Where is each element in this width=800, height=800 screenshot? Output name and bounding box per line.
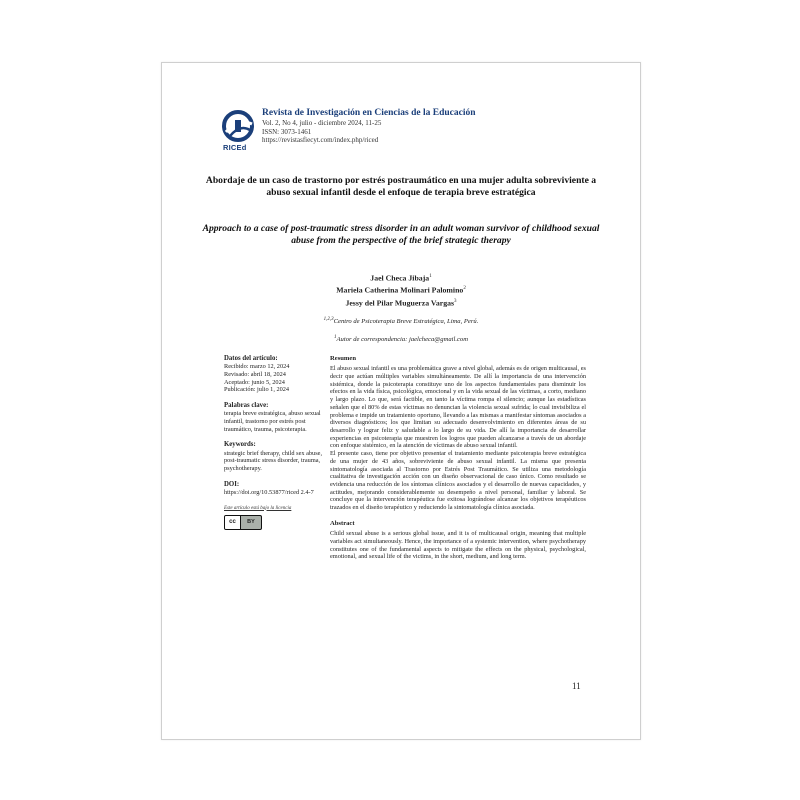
article-sidebar (224, 355, 330, 538)
keywords-es-section (224, 402, 330, 433)
keywords-en-heading: Keywords: (224, 441, 256, 449)
paper-page (161, 62, 641, 740)
author-name: Mariela Catherina Molinari Palomino (336, 285, 464, 295)
abstract-heading: Abstract (330, 519, 355, 527)
doi-section (224, 481, 330, 497)
doi-heading: DOI: (224, 480, 240, 488)
main-column (330, 355, 586, 561)
page-number: 11 (572, 681, 581, 691)
published-date: Publicación: julio 1, 2024 (224, 386, 290, 394)
journal-info (262, 108, 476, 145)
title-english: Approach to a case of post-traumatic stress disorder in an adult woman survivor of childhood sexual abuse from the perspective of the brief strategic therapy (202, 223, 600, 247)
title-spanish: Abordaje de un caso de trastorno por estrés postraumático en una mujer adulta sobreviviente a abuso sexual infantil desde el enfoque de terapia breve estratégica (205, 175, 597, 199)
accepted-date: Aceptado: junio 5, 2024 (224, 378, 285, 386)
cc-icon: cc (225, 516, 241, 529)
author-1 (202, 272, 600, 284)
journal-issn: ISSN: 3073-1461 (262, 127, 312, 136)
article-data-heading: Datos del artículo: (224, 355, 278, 362)
abstract-paragraph-1: Child sexual abuse is a serious global issue, and it is of multicausal origin, meaning that multiple variables act simultaneously. Hence, the importance of a systemic intervention, where psychotherapy constitutes one of the fundamental aspects to mitigate the effects on the physical, psychological, emotional, and sexual life of the victims, in the short, medium, and long term. (330, 530, 586, 561)
correspondence-sup: 1 (334, 335, 337, 340)
author-2 (202, 284, 600, 296)
journal-url[interactable]: https://revistasfiecyt.com/index.php/riced (262, 136, 379, 145)
cc-license-badge[interactable] (224, 515, 262, 530)
keywords-en-section (224, 441, 330, 472)
by-icon: BY (247, 518, 255, 525)
doi-link[interactable]: https://doi.org/10.53877/riced 2.4-7 (224, 488, 314, 496)
received-date: Recibido: marzo 12, 2024 (224, 363, 290, 371)
author-list (202, 272, 600, 309)
author-sup: 2 (463, 286, 466, 292)
journal-header (220, 108, 620, 158)
resumen-heading: Resumen (330, 355, 357, 362)
author-sup: 3 (454, 298, 457, 304)
license-note[interactable]: Este artículo está bajo la licencia (224, 505, 292, 511)
author-3 (202, 297, 600, 309)
affiliation (202, 317, 600, 325)
author-sup: 1 (429, 274, 432, 279)
resumen-paragraph-1: El abuso sexual infantil es una problemática grave a nivel global, además es de origen multicausal, es decir que actúan múltiples variables simultáneamente. De allí la importancia de una intervención sistémica, donde la psicoterapia constituye uno de los aspectos fundamentales para disminuir los efectos en la vida física, psicológica, emocional y en la vida sexual de las víctimas, a corto, mediano y largo plazo. Lo que, será factible, en tanto la víctima rompa el silencio; aunque las estadísticas señalen que el 80% de estas víctimas no denuncian la violencia sexual sufrida; lo cual invisibiliza el problema e impide un tratamiento oportuno, llevando a las mismas a manifestar síntomas asociados a diversos diagnósticos; los que limitan su adecuado desenvolvimiento en diferentes áreas de su desarrollo y lograr feliz y saludable a lo largo de su vida. De allí la importancia de desarrollar experiencias en psicoterapia que muestren los logros que pueden alcanzarse a través de un abordaje con enfoque sistémico, en la atención de víctimas de abuso sexual infantil. (330, 365, 586, 450)
affiliation-sup: 1,2,3 (323, 317, 334, 322)
author-name: Jael Checa Jibaja (370, 273, 430, 283)
journal-volume: Vol. 2, No 4, julio - diciembre 2024, 11-25 (262, 119, 382, 127)
keywords-en: strategic brief therapy, child sex abuse, post-traumatic stress disorder, trauma, psychotherapy. (224, 449, 323, 472)
license-section (224, 505, 330, 531)
journal-name: Revista de Investigación en Ciencias de la Educación (262, 108, 476, 118)
journal-logo (220, 110, 256, 154)
correspondence (202, 335, 600, 343)
logo-emblem-icon (220, 110, 256, 144)
affiliation-text: Centro de Psicoterapia Breve Estratégica, Lima, Perú. (333, 318, 479, 326)
keywords-es-heading: Palabras clave: (224, 402, 269, 410)
revised-date: Revisado: abril 18, 2024 (224, 370, 286, 378)
logo-text: RICEd (223, 143, 247, 152)
author-name: Jessy del Pilar Muguerza Vargas (345, 298, 455, 308)
article-data-section (224, 355, 330, 394)
resumen-paragraph-2: El presente caso, tiene por objetivo presentar el tratamiento mediante psicoterapia breve estratégica de una mujer de 43 años, sobreviviente de abuso sexual infantil. La misma que presenta sintomatología asociada al Trastorno por Estrés Post Traumático. Se utiliza una metodología cualitativa de investigación acción con un diseño observacional de caso único. Como resultado se evidencia una reducción de los síntomas clínicos asociados y el desarrollo de nuevas capacidades, y actitudes, mejorando considerablemente su desempeño a nivel personal, familiar y laboral. Se concluye que la intervención terapéutica fue exitosa lográndose alcanzar los objetivos terapéuticos trazados en el diseño terapéutico y reduciendo la sintomatología clínica asociada. (330, 450, 586, 512)
keywords-es: terapia breve estratégica, abuso sexual infantil, trastorno por estrés post traumático, trauma, psicoterapia. (224, 410, 321, 433)
correspondence-text[interactable]: Autor de correspondencia: jaelcheca@gmail.com (336, 336, 468, 344)
